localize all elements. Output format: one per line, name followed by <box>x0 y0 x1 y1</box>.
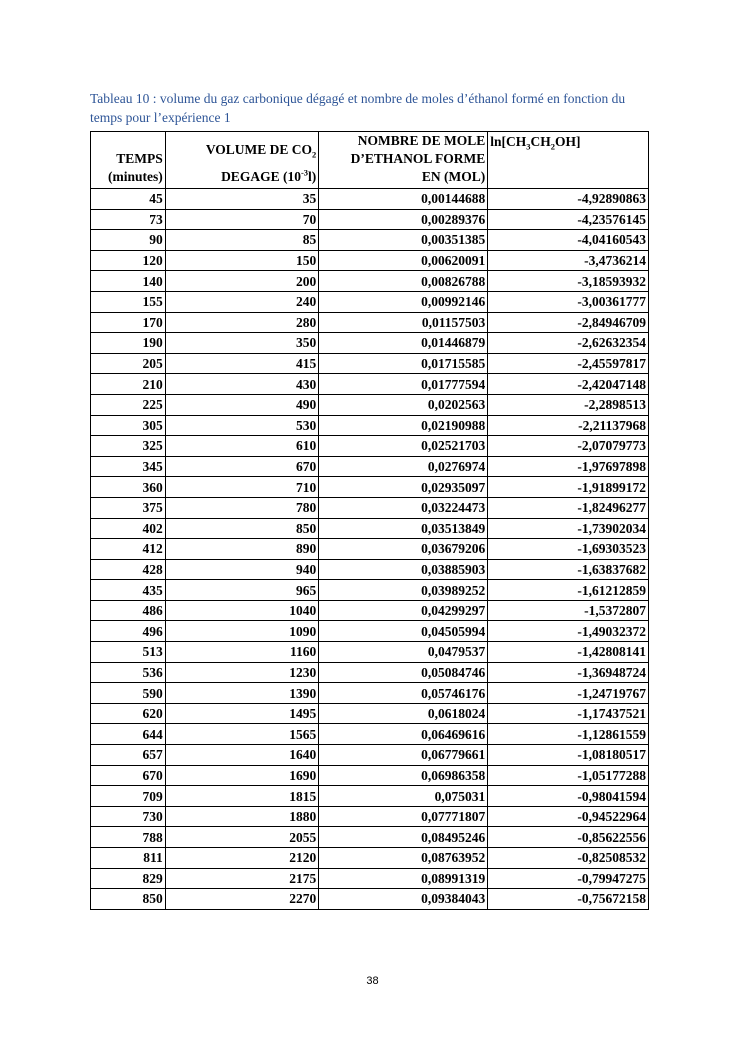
cell-temps: 120 <box>91 250 166 271</box>
cell-nombre-mole: 0,00620091 <box>319 250 488 271</box>
table-row <box>91 806 649 827</box>
cell-nombre-mole: 0,00826788 <box>319 271 488 292</box>
cell-ln: -1,5372807 <box>488 600 649 621</box>
cell-volume: 430 <box>165 374 319 395</box>
cell-ln: -1,36948724 <box>488 662 649 683</box>
cell-ln: -1,17437521 <box>488 703 649 724</box>
cell-temps: 170 <box>91 312 166 333</box>
cell-ln: -4,23576145 <box>488 209 649 230</box>
table-row <box>91 559 649 580</box>
cell-temps: 190 <box>91 333 166 354</box>
header-mole-line3: EN (MOL) <box>421 169 486 184</box>
header-volume-co2 <box>165 132 319 189</box>
cell-volume: 280 <box>165 312 319 333</box>
cell-temps: 644 <box>91 724 166 745</box>
table-caption: Tableau 10 : volume du gaz carbonique dégagé et nombre de moles d’éthanol formé en fonction du temps pour l’expérience 1 <box>90 91 626 125</box>
header-ln-ethanol: $\ln[CH_3CH_2OH]$ <box>488 132 649 189</box>
cell-ln: -3,00361777 <box>488 291 649 312</box>
table-row <box>91 333 649 354</box>
cell-ln: -1,61212859 <box>488 580 649 601</box>
cell-temps: 657 <box>91 745 166 766</box>
cell-temps: 360 <box>91 477 166 498</box>
cell-ln: -1,69303523 <box>488 539 649 560</box>
cell-ln: -2,84946709 <box>488 312 649 333</box>
cell-volume: 1160 <box>165 642 319 663</box>
cell-nombre-mole: 0,00144688 <box>319 189 488 210</box>
cell-nombre-mole: 0,06986358 <box>319 765 488 786</box>
header-temps-line1: TEMPS <box>116 151 163 166</box>
table-row <box>91 621 649 642</box>
cell-nombre-mole: 0,0479537 <box>319 642 488 663</box>
table-row <box>91 312 649 333</box>
cell-ln: -4,92890863 <box>488 189 649 210</box>
cell-ln: -3,18593932 <box>488 271 649 292</box>
cell-volume: 940 <box>165 559 319 580</box>
cell-ln: -1,49032372 <box>488 621 649 642</box>
table-row <box>91 703 649 724</box>
cell-nombre-mole: 0,0202563 <box>319 394 488 415</box>
cell-volume: 2175 <box>165 868 319 889</box>
table-row <box>91 477 649 498</box>
cell-volume: 1815 <box>165 786 319 807</box>
cell-ln: -2,21137968 <box>488 415 649 436</box>
table-row <box>91 518 649 539</box>
cell-temps: 225 <box>91 394 166 415</box>
table-row <box>91 394 649 415</box>
cell-nombre-mole: 0,02521703 <box>319 436 488 457</box>
header-temps <box>91 132 166 189</box>
cell-ln: -0,94522964 <box>488 806 649 827</box>
cell-nombre-mole: 0,04299297 <box>319 600 488 621</box>
cell-temps: 345 <box>91 456 166 477</box>
header-mole-line2: D’ETHANOL FORME <box>350 151 486 166</box>
cell-ln: -2,45597817 <box>488 353 649 374</box>
cell-temps: 375 <box>91 497 166 518</box>
cell-nombre-mole: 0,08763952 <box>319 848 488 869</box>
cell-temps: 210 <box>91 374 166 395</box>
cell-volume: 35 <box>165 189 319 210</box>
table-row <box>91 724 649 745</box>
cell-nombre-mole: 0,01777594 <box>319 374 488 395</box>
cell-temps: 590 <box>91 683 166 704</box>
cell-ln: -1,91899172 <box>488 477 649 498</box>
cell-temps: 620 <box>91 703 166 724</box>
cell-volume: 85 <box>165 230 319 251</box>
header-nombre-de-mole <box>319 132 488 189</box>
table-row <box>91 189 649 210</box>
header-mole-line1: NOMBRE DE MOLE <box>357 133 486 148</box>
cell-volume: 1090 <box>165 621 319 642</box>
table-row <box>91 539 649 560</box>
cell-ln: -3,4736214 <box>488 250 649 271</box>
cell-ln: -1,42808141 <box>488 642 649 663</box>
cell-volume: 1390 <box>165 683 319 704</box>
cell-temps: 325 <box>91 436 166 457</box>
table-row <box>91 436 649 457</box>
cell-nombre-mole: 0,06779661 <box>319 745 488 766</box>
cell-ln: -0,98041594 <box>488 786 649 807</box>
cell-ln: -1,08180517 <box>488 745 649 766</box>
cell-ln: -1,12861559 <box>488 724 649 745</box>
cell-ln: -0,82508532 <box>488 848 649 869</box>
table-row <box>91 600 649 621</box>
cell-temps: 486 <box>91 600 166 621</box>
cell-volume: 240 <box>165 291 319 312</box>
data-table <box>90 131 649 910</box>
cell-temps: 811 <box>91 848 166 869</box>
cell-volume: 150 <box>165 250 319 271</box>
cell-temps: 90 <box>91 230 166 251</box>
cell-volume: 1230 <box>165 662 319 683</box>
cell-ln: -4,04160543 <box>488 230 649 251</box>
cell-nombre-mole: 0,01446879 <box>319 333 488 354</box>
cell-temps: 205 <box>91 353 166 374</box>
cell-volume: 850 <box>165 518 319 539</box>
table-row <box>91 827 649 848</box>
cell-volume: 1690 <box>165 765 319 786</box>
table-row <box>91 374 649 395</box>
table-row <box>91 415 649 436</box>
cell-volume: 2055 <box>165 827 319 848</box>
table-row <box>91 271 649 292</box>
cell-temps: 435 <box>91 580 166 601</box>
cell-nombre-mole: 0,03885903 <box>319 559 488 580</box>
cell-temps: 829 <box>91 868 166 889</box>
cell-volume: 70 <box>165 209 319 230</box>
cell-ln: -0,75672158 <box>488 889 649 910</box>
cell-nombre-mole: 0,00351385 <box>319 230 488 251</box>
table-row <box>91 497 649 518</box>
table-row <box>91 456 649 477</box>
table-row <box>91 250 649 271</box>
cell-ln: -0,85622556 <box>488 827 649 848</box>
table-row <box>91 230 649 251</box>
cell-volume: 200 <box>165 271 319 292</box>
table-row <box>91 848 649 869</box>
table-header-row <box>91 132 649 189</box>
cell-nombre-mole: 0,05746176 <box>319 683 488 704</box>
header-temps-line2: (minutes) <box>107 169 163 184</box>
cell-volume: 415 <box>165 353 319 374</box>
cell-temps: 155 <box>91 291 166 312</box>
cell-ln: -2,2898513 <box>488 394 649 415</box>
cell-ln: -1,73902034 <box>488 518 649 539</box>
cell-temps: 140 <box>91 271 166 292</box>
table-row <box>91 683 649 704</box>
table-row <box>91 765 649 786</box>
cell-nombre-mole: 0,07771807 <box>319 806 488 827</box>
cell-nombre-mole: 0,02935097 <box>319 477 488 498</box>
cell-temps: 709 <box>91 786 166 807</box>
cell-ln: -2,42047148 <box>488 374 649 395</box>
table-body <box>91 189 649 910</box>
cell-temps: 670 <box>91 765 166 786</box>
cell-nombre-mole: 0,00992146 <box>319 291 488 312</box>
header-volume-line2: DEGAGE $(10^{-3}l)$ <box>221 167 317 184</box>
cell-temps: 402 <box>91 518 166 539</box>
cell-temps: 73 <box>91 209 166 230</box>
cell-ln: -1,24719767 <box>488 683 649 704</box>
cell-ln: -1,97697898 <box>488 456 649 477</box>
cell-volume: 1565 <box>165 724 319 745</box>
cell-ln: -1,05177288 <box>488 765 649 786</box>
cell-nombre-mole: 0,08495246 <box>319 827 488 848</box>
cell-volume: 1040 <box>165 600 319 621</box>
cell-nombre-mole: 0,08991319 <box>319 868 488 889</box>
cell-nombre-mole: 0,06469616 <box>319 724 488 745</box>
cell-ln: -1,82496277 <box>488 497 649 518</box>
cell-nombre-mole: 0,03679206 <box>319 539 488 560</box>
cell-nombre-mole: 0,00289376 <box>319 209 488 230</box>
cell-nombre-mole: 0,09384043 <box>319 889 488 910</box>
cell-nombre-mole: 0,0276974 <box>319 456 488 477</box>
cell-nombre-mole: 0,04505994 <box>319 621 488 642</box>
table-row <box>91 662 649 683</box>
table-row <box>91 786 649 807</box>
cell-volume: 610 <box>165 436 319 457</box>
cell-nombre-mole: 0,01715585 <box>319 353 488 374</box>
cell-temps: 850 <box>91 889 166 910</box>
table-row <box>91 745 649 766</box>
cell-temps: 788 <box>91 827 166 848</box>
page-number: 38 <box>366 975 379 987</box>
cell-ln: -2,07079773 <box>488 436 649 457</box>
cell-nombre-mole: 0,02190988 <box>319 415 488 436</box>
table-row <box>91 889 649 910</box>
cell-volume: 965 <box>165 580 319 601</box>
cell-temps: 428 <box>91 559 166 580</box>
cell-temps: 536 <box>91 662 166 683</box>
table-row <box>91 642 649 663</box>
header-volume-line1: VOLUME DE $CO_2$ <box>205 141 317 160</box>
cell-ln: -2,62632354 <box>488 333 649 354</box>
cell-volume: 780 <box>165 497 319 518</box>
cell-volume: 530 <box>165 415 319 436</box>
cell-ln: -1,63837682 <box>488 559 649 580</box>
cell-volume: 2270 <box>165 889 319 910</box>
cell-volume: 2120 <box>165 848 319 869</box>
cell-nombre-mole: 0,03513849 <box>319 518 488 539</box>
cell-temps: 45 <box>91 189 166 210</box>
cell-ln: -0,79947275 <box>488 868 649 889</box>
cell-temps: 730 <box>91 806 166 827</box>
cell-volume: 890 <box>165 539 319 560</box>
cell-volume: 490 <box>165 394 319 415</box>
cell-temps: 412 <box>91 539 166 560</box>
cell-nombre-mole: 0,0618024 <box>319 703 488 724</box>
cell-nombre-mole: 0,075031 <box>319 786 488 807</box>
cell-nombre-mole: 0,03989252 <box>319 580 488 601</box>
table-row <box>91 868 649 889</box>
cell-volume: 670 <box>165 456 319 477</box>
cell-temps: 496 <box>91 621 166 642</box>
table-row <box>91 209 649 230</box>
table-row <box>91 580 649 601</box>
cell-volume: 1640 <box>165 745 319 766</box>
cell-nombre-mole: 0,05084746 <box>319 662 488 683</box>
cell-temps: 305 <box>91 415 166 436</box>
cell-volume: 1880 <box>165 806 319 827</box>
table-row <box>91 353 649 374</box>
cell-volume: 350 <box>165 333 319 354</box>
cell-nombre-mole: 0,01157503 <box>319 312 488 333</box>
cell-volume: 1495 <box>165 703 319 724</box>
table-row <box>91 291 649 312</box>
cell-temps: 513 <box>91 642 166 663</box>
cell-volume: 710 <box>165 477 319 498</box>
cell-nombre-mole: 0,03224473 <box>319 497 488 518</box>
